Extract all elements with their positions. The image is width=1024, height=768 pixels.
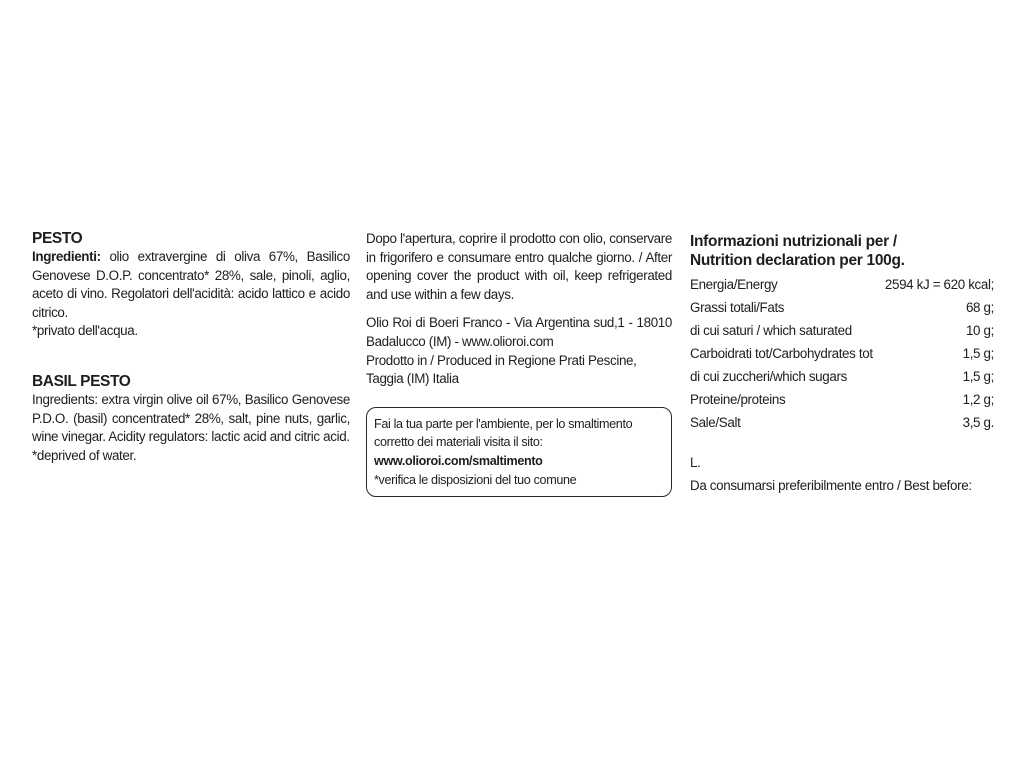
nutrition-value: 10 g; bbox=[965, 323, 994, 338]
pesto-ingredients bbox=[32, 248, 350, 322]
recycling-url[interactable]: www.olioroi.com/smaltimento bbox=[374, 453, 543, 468]
storage-instructions: Dopo l'apertura, coprire il prodotto con olio, conservare in frigorifero e consumare entro qualche giorno. / After opening cover the product with oil, keep refrigerated and use within a few days. bbox=[366, 231, 672, 302]
nutrition-label: Energia/Energy bbox=[690, 277, 778, 292]
nutrition-row-proteins bbox=[690, 388, 994, 411]
nutrition-label: Sale/Salt bbox=[690, 415, 741, 430]
nutrition-row-energy bbox=[690, 273, 994, 296]
nutrition-row-fats bbox=[690, 296, 994, 319]
recycling-box bbox=[366, 407, 672, 497]
ingredients-label: Ingredienti: bbox=[32, 249, 101, 264]
best-before: Da consumarsi preferibilmente entro / Best before: bbox=[690, 478, 972, 493]
nutrition-label: Proteine/proteins bbox=[690, 392, 786, 407]
nutrition-value: 3,5 g. bbox=[962, 415, 994, 430]
lot-section bbox=[690, 451, 994, 497]
lot-number: L. bbox=[690, 455, 701, 470]
nutrition-value: 1,2 g; bbox=[962, 392, 994, 407]
storage-column bbox=[366, 230, 672, 497]
nutrition-column bbox=[690, 230, 994, 497]
produced-in: Prodotto in / Produced in Regione Prati Pescine, Taggia (IM) Italia bbox=[366, 352, 637, 387]
nutrition-label: Carboidrati tot/Carbohydrates tot bbox=[690, 346, 873, 361]
nutrition-title-line2: Nutrition declaration per 100g. bbox=[690, 251, 905, 269]
nutrition-title bbox=[690, 233, 994, 270]
producer-address: Olio Roi di Boeri Franco - Via Argentina sud,1 - 18010 Badalucco (IM) - www.olioroi.com bbox=[366, 315, 672, 349]
nutrition-value: 1,5 g; bbox=[962, 346, 994, 361]
recycling-text: Fai la tua parte per l'ambiente, per lo smaltimento corretto dei materiali visita il sito: bbox=[374, 416, 633, 450]
basil-pesto-title: BASIL PESTO bbox=[32, 372, 131, 390]
pesto-footnote: *privato dell'acqua. bbox=[32, 323, 138, 339]
nutrition-value: 68 g; bbox=[965, 300, 994, 315]
basil-pesto-footnote: *deprived of water. bbox=[32, 447, 137, 463]
nutrition-row-saturated bbox=[690, 319, 994, 342]
ingredients-column bbox=[32, 230, 350, 465]
nutrition-value: 2594 kJ = 620 kcal; bbox=[884, 277, 994, 292]
basil-pesto-ingredients: Ingredients: extra virgin olive oil 67%, Basilico Genovese P.D.O. (basil) concentrated* 28%, salt, pine nuts, garlic, wine vinegar. Acidity regulators: lactic acid and citric acid. bbox=[32, 391, 350, 445]
nutrition-value: 1,5 g; bbox=[962, 369, 994, 384]
nutrition-label: di cui zuccheri/which sugars bbox=[690, 369, 847, 384]
nutrition-row-salt bbox=[690, 411, 994, 434]
nutrition-table bbox=[690, 273, 994, 434]
nutrition-row-carbohydrates bbox=[690, 342, 994, 365]
pesto-title: PESTO bbox=[32, 230, 83, 247]
pesto-ingredients-text: olio extravergine di oliva 67%, Basilico Genovese D.O.P. concentrato* 28%, sale, pinoli, aglio, aceto di vino. Regolatori dell'acidità: acido lattico e acido citrico. bbox=[32, 249, 350, 320]
nutrition-label: Grassi totali/Fats bbox=[690, 300, 785, 315]
nutrition-label: di cui saturi / which saturated bbox=[690, 323, 852, 338]
recycling-note: *verifica le disposizioni del tuo comune bbox=[374, 472, 577, 487]
nutrition-row-sugars bbox=[690, 365, 994, 388]
nutrition-title-line1: Informazioni nutrizionali per / bbox=[690, 233, 897, 250]
